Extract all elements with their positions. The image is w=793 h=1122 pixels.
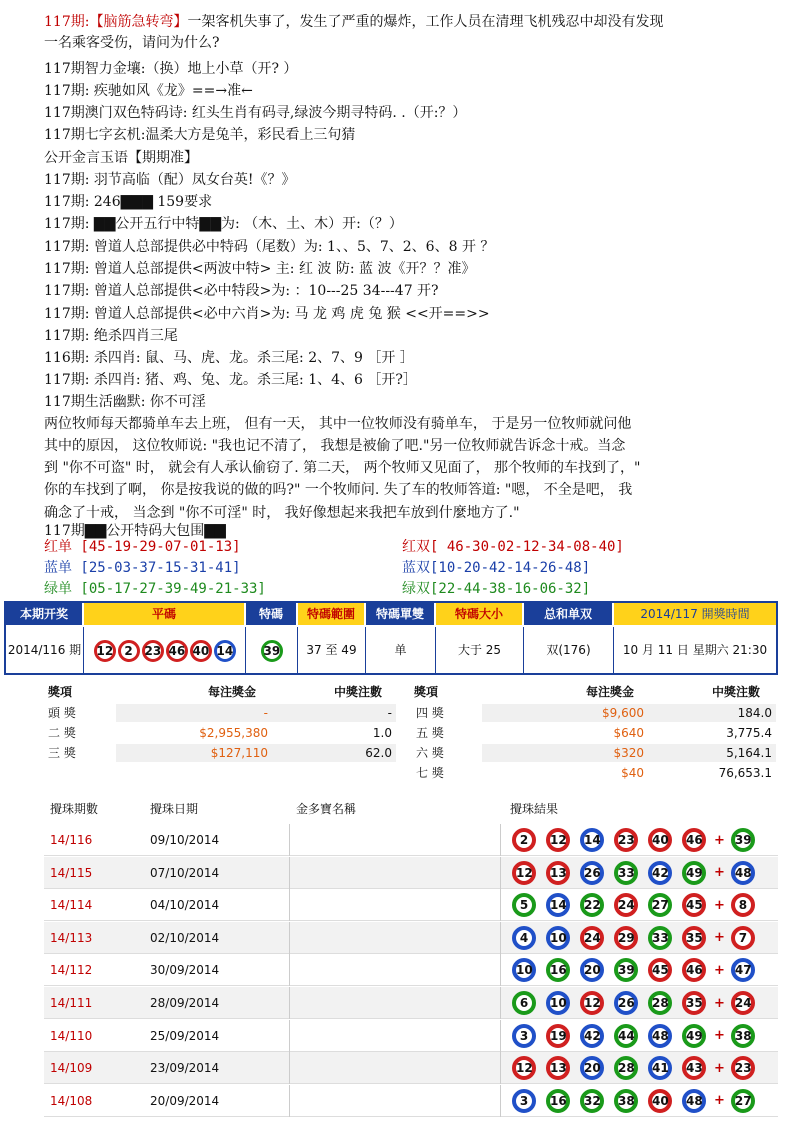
column-divider [500, 824, 501, 856]
history-ball-4: 28 [648, 991, 672, 1015]
plus-icon: + [714, 832, 725, 848]
plus-icon: + [714, 1028, 725, 1044]
history-ball-5: 45 [682, 893, 706, 917]
draw-header-next-time: 2014/117 開獎時間 [614, 603, 776, 625]
combo-blue-single: 蓝单 [25-03-37-15-31-41] [44, 560, 241, 576]
draw-regular-balls [84, 627, 246, 673]
prize-left-2-name: 三 獎 [48, 746, 76, 760]
history-result [512, 991, 765, 1015]
history-ball-0: 5 [512, 893, 536, 917]
prize-right-1-money: $640 [613, 726, 644, 740]
history-special-ball: 23 [731, 1056, 755, 1080]
line-11: 117期: 曾道人总部提供<两波中特> 主: 红 波 防: 蓝 波《开？？准》 [44, 261, 476, 277]
history-ball-5: 35 [682, 926, 706, 950]
prize-header-item-left: 獎項 [48, 685, 73, 699]
history-row [44, 987, 778, 1019]
draw-special-ball [246, 627, 298, 673]
column-divider [289, 1020, 290, 1052]
draw-special-ball-value: 39 [261, 640, 283, 662]
draw-header-range: 特碼範圍 [298, 603, 364, 625]
draw-ball-5: 14 [214, 640, 236, 662]
column-divider [500, 922, 501, 954]
history-period[interactable]: 14/108 [50, 1093, 93, 1108]
draw-ball-1: 2 [118, 640, 140, 662]
prize-right-2-count: 5,164.1 [726, 746, 772, 760]
history-date: 09/10/2014 [150, 833, 220, 847]
column-divider [500, 1020, 501, 1052]
history-special-ball: 47 [731, 958, 755, 982]
history-ball-5: 35 [682, 991, 706, 1015]
prize-left-1-name: 二 獎 [48, 726, 76, 740]
history-period[interactable]: 14/111 [50, 996, 93, 1010]
line-4: 117期澳门双色特码诗: 红头生肖有码寻,绿波今期寻特码. .（开:？） [44, 105, 467, 121]
history-result [512, 1089, 765, 1113]
column-divider [500, 1085, 501, 1117]
line-9: 117期: ▇▇公开五行中特▇▇为: （木、土、木）开:（？） [44, 216, 403, 232]
column-divider [289, 922, 290, 954]
prize-left-0-name: 頭 獎 [48, 706, 76, 720]
draw-ball-2: 23 [142, 640, 164, 662]
draw-header-special: 特碼 [246, 603, 296, 625]
line-18: 两位牧师每天都骑单车去上班， 但有一天， 其中一位牧师没有骑单车， 于是另一位牧师就问他 [44, 416, 632, 432]
history-ball-4: 40 [648, 1089, 672, 1113]
history-ball-0: 12 [512, 861, 536, 885]
column-divider [289, 954, 290, 986]
history-ball-4: 41 [648, 1056, 672, 1080]
column-divider [500, 1052, 501, 1084]
line-0-highlight: 【脑筋急转弯】 [89, 14, 188, 30]
history-ball-2: 12 [580, 991, 604, 1015]
history-row [44, 1085, 778, 1117]
prize-right-0-count: 184.0 [737, 706, 772, 720]
prize-right-3-money: $40 [621, 766, 644, 780]
history-ball-1: 12 [546, 828, 570, 852]
history-date: 20/09/2014 [150, 1093, 220, 1108]
history-date: 23/09/2014 [150, 1061, 220, 1076]
draw-period: 2014/116 期 [6, 627, 84, 673]
history-ball-3: 33 [614, 861, 638, 885]
plus-icon: + [714, 962, 725, 978]
prize-right-3-count: 76,653.1 [718, 766, 772, 780]
prize-right-1-name: 五 獎 [416, 726, 444, 740]
line-23: 117期▇▇公开特码大包围▇▇ [44, 523, 226, 539]
column-divider [500, 857, 501, 889]
line-7: 117期: 羽节高临（配）凤女台英!《？》 [44, 172, 296, 188]
history-ball-3: 23 [614, 828, 638, 852]
draw-header-current: 本期开奖 [6, 603, 82, 625]
combo-blue-double: 蓝双[10-20-42-14-26-48] [402, 560, 591, 576]
history-result [512, 926, 765, 950]
draw-ball-3: 46 [166, 640, 188, 662]
history-ball-3: 24 [614, 893, 638, 917]
combo-green-single: 绿单 [05-17-27-39-49-21-33] [44, 581, 266, 597]
history-ball-1: 14 [546, 893, 570, 917]
prize-header-money-right: 每注獎金 [586, 685, 635, 699]
column-divider [289, 857, 290, 889]
history-ball-0: 4 [512, 926, 536, 950]
column-divider [289, 1085, 290, 1117]
prize-right-0-name: 四 獎 [416, 706, 444, 720]
history-special-ball: 48 [731, 861, 755, 885]
history-period[interactable]: 14/109 [50, 1061, 93, 1076]
prize-left-2-money: $127,110 [210, 746, 268, 760]
plus-icon: + [714, 1060, 725, 1076]
combo-green-double: 绿双[22-44-38-16-06-32] [402, 581, 591, 597]
history-header-date: 攪珠日期 [150, 802, 199, 816]
history-ball-5: 43 [682, 1056, 706, 1080]
history-period[interactable]: 14/115 [50, 865, 93, 880]
prize-left-1-count: 1.0 [372, 726, 392, 740]
history-row [44, 922, 778, 954]
history-special-ball: 8 [731, 893, 755, 917]
column-divider [500, 954, 501, 986]
line-20: 到 "你不可盗" 时， 就会有人承认偷窃了. 第二天， 两个牧师又见面了， 那个牧师的车找到了，" [44, 460, 641, 476]
draw-size: 大于 25 [436, 627, 524, 673]
history-ball-5: 49 [682, 861, 706, 885]
column-divider [289, 824, 290, 856]
line-17: 117期生活幽默: 你不可淫 [44, 394, 206, 410]
prize-left-0-count: - [387, 706, 392, 720]
line-1: 一名乘客受伤，请问为什么? [44, 35, 220, 51]
column-divider [289, 889, 290, 921]
draw-table [4, 601, 778, 675]
history-ball-4: 40 [648, 828, 672, 852]
column-divider [289, 1052, 290, 1084]
line-15: 116期: 杀四肖: 鼠、马、虎、龙。杀三尾: 2、7、9 ［开 ］ [44, 350, 414, 366]
line-21: 你的车找到了啊， 你是按我说的做的吗?" 一个牧师问. 失了车的牧师答道: "嗯， 不全是吧， 我 [44, 482, 633, 498]
history-ball-2: 24 [580, 926, 604, 950]
combo-red-double: 红双[ 46-30-02-12-34-08-40] [402, 539, 624, 555]
history-ball-0: 12 [512, 1056, 536, 1080]
draw-range: 37 至 49 [298, 627, 366, 673]
history-ball-1: 10 [546, 926, 570, 950]
history-special-ball: 27 [731, 1089, 755, 1113]
line-13: 117期: 曾道人总部提供<必中六肖>为: 马 龙 鸡 虎 兔 猴 <<开==>> [44, 306, 490, 322]
draw-header-regular: 平碼 [84, 603, 244, 625]
prize-right-0-money: $9,600 [602, 706, 644, 720]
line-14: 117期: 绝杀四肖三尾 [44, 328, 178, 344]
history-result [512, 861, 765, 885]
plus-icon: + [714, 1093, 725, 1109]
history-row [44, 954, 778, 986]
history-period[interactable]: 14/114 [50, 898, 93, 913]
column-divider [500, 987, 501, 1019]
line-12: 117期: 曾道人总部提供<必中特段>为: ：10---25 34---47 开? [44, 283, 439, 299]
history-header-result: 攪珠結果 [510, 802, 559, 816]
history-ball-1: 10 [546, 991, 570, 1015]
draw-odd-even: 单 [366, 627, 436, 673]
history-ball-5: 49 [682, 1024, 706, 1048]
history-header-name: 金多寶名稱 [296, 802, 357, 816]
history-ball-0: 3 [512, 1024, 536, 1048]
history-ball-5: 48 [682, 1089, 706, 1113]
line-22: 确念了十戒， 当念到 "你不可淫" 时， 我好像想起来我把车放到什麼地方了." [44, 505, 520, 521]
history-ball-3: 26 [614, 991, 638, 1015]
history-row [44, 857, 778, 889]
history-ball-3: 44 [614, 1024, 638, 1048]
history-ball-5: 46 [682, 958, 706, 982]
history-date: 02/10/2014 [150, 930, 220, 945]
prize-header-count-right: 中獎注數 [712, 685, 761, 699]
draw-sum: 双(176) [524, 627, 614, 673]
history-result [512, 828, 765, 852]
prize-left-2-count: 62.0 [365, 746, 392, 760]
history-special-ball: 7 [731, 926, 755, 950]
prize-left-0-money: - [263, 706, 268, 720]
history-ball-0: 2 [512, 828, 536, 852]
combo-red-single: 红单 [45-19-29-07-01-13] [44, 539, 241, 555]
line-2: 117期智力金壤:（换）地上小草（开? ） [44, 61, 298, 77]
plus-icon: + [714, 865, 725, 881]
line-16: 117期: 杀四肖: 猪、鸡、兔、龙。杀三尾: 1、4、6 ［开?］ [44, 372, 417, 388]
line-5: 117期七字玄机:温柔大方是兔羊，彩民看上三句猜 [44, 127, 356, 143]
history-ball-2: 32 [580, 1089, 604, 1113]
history-date: 07/10/2014 [150, 865, 220, 880]
draw-next-time: 10 月 11 日 星期六 21:30 [622, 643, 768, 657]
line-0-rest: 一架客机失事了，发生了严重的爆炸，工作人员在清理飞机残忍中却没有发现 [187, 14, 664, 30]
history-ball-4: 33 [648, 926, 672, 950]
prize-right-1-count: 3,775.4 [726, 726, 772, 740]
history-result [512, 1056, 765, 1080]
prize-row-bg [116, 704, 396, 722]
history-row [44, 1020, 778, 1052]
history-period[interactable]: 14/116 [50, 833, 93, 847]
plus-icon: + [714, 897, 725, 913]
plus-icon: + [714, 930, 725, 946]
history-ball-3: 39 [614, 958, 638, 982]
history-ball-4: 48 [648, 1024, 672, 1048]
prize-header-money-left: 每注獎金 [208, 685, 257, 699]
prize-right-2-money: $320 [613, 746, 644, 760]
history-ball-1: 16 [546, 1089, 570, 1113]
history-special-ball: 24 [731, 991, 755, 1015]
history-result [512, 958, 765, 982]
history-date: 28/09/2014 [150, 996, 220, 1010]
column-divider [289, 987, 290, 1019]
draw-header-sum: 总和单双 [524, 603, 612, 625]
history-result [512, 1024, 765, 1048]
line-3: 117期: 疾驰如风《龙》==→准← [44, 83, 253, 99]
line-8: 117期: 246▇▇▇ 159要求 [44, 194, 213, 210]
history-result [512, 893, 765, 917]
history-ball-2: 22 [580, 893, 604, 917]
history-ball-2: 26 [580, 861, 604, 885]
prize-right-2-name: 六 獎 [416, 746, 444, 760]
history-ball-5: 46 [682, 828, 706, 852]
history-ball-2: 20 [580, 958, 604, 982]
plus-icon: + [714, 995, 725, 1011]
history-ball-1: 13 [546, 861, 570, 885]
history-date: 25/09/2014 [150, 1028, 220, 1043]
history-header-period: 攪珠期數 [50, 802, 99, 816]
history-ball-0: 3 [512, 1089, 536, 1113]
prize-right-3-name: 七 獎 [416, 766, 444, 780]
history-ball-2: 42 [580, 1024, 604, 1048]
prize-left-1-money: $2,955,380 [199, 726, 268, 740]
history-date: 30/09/2014 [150, 963, 220, 978]
history-period[interactable]: 14/113 [50, 930, 93, 945]
history-period[interactable]: 14/112 [50, 963, 93, 978]
history-ball-1: 13 [546, 1056, 570, 1080]
line-6: 公开金言玉语【期期准】 [44, 150, 198, 166]
history-ball-4: 42 [648, 861, 672, 885]
draw-ball-4: 40 [190, 640, 212, 662]
line-0 [44, 12, 663, 33]
history-row [44, 1052, 778, 1084]
history-ball-1: 19 [546, 1024, 570, 1048]
prize-header-count-left: 中獎注數 [334, 685, 383, 699]
history-row [44, 889, 778, 921]
history-ball-2: 20 [580, 1056, 604, 1080]
history-ball-3: 38 [614, 1089, 638, 1113]
history-ball-4: 45 [648, 958, 672, 982]
line-10: 117期: 曾道人总部提供必中特码（尾数）为: 1、、5、7、2、6、8 开 ？ [44, 239, 495, 255]
line-0-prefix: 117期: [44, 14, 90, 30]
history-ball-3: 28 [614, 1056, 638, 1080]
draw-header-odd-even: 特碼單雙 [366, 603, 434, 625]
line-19: 其中的原因， 这位牧师说: "我也记不清了， 我想是被偷了吧."另一位牧师就告诉念十戒。当念 [44, 438, 626, 454]
draw-ball-0: 12 [94, 640, 116, 662]
column-divider [500, 889, 501, 921]
history-ball-2: 14 [580, 828, 604, 852]
history-row [44, 824, 778, 856]
history-special-ball: 38 [731, 1024, 755, 1048]
history-ball-3: 29 [614, 926, 638, 950]
draw-header-size: 特碼大小 [436, 603, 522, 625]
history-date: 04/10/2014 [150, 898, 220, 913]
history-ball-1: 16 [546, 958, 570, 982]
history-period[interactable]: 14/110 [50, 1028, 93, 1043]
history-special-ball: 39 [731, 828, 755, 852]
history-ball-0: 6 [512, 991, 536, 1015]
history-ball-4: 27 [648, 893, 672, 917]
history-ball-0: 10 [512, 958, 536, 982]
prize-header-item-right: 獎項 [414, 685, 439, 699]
